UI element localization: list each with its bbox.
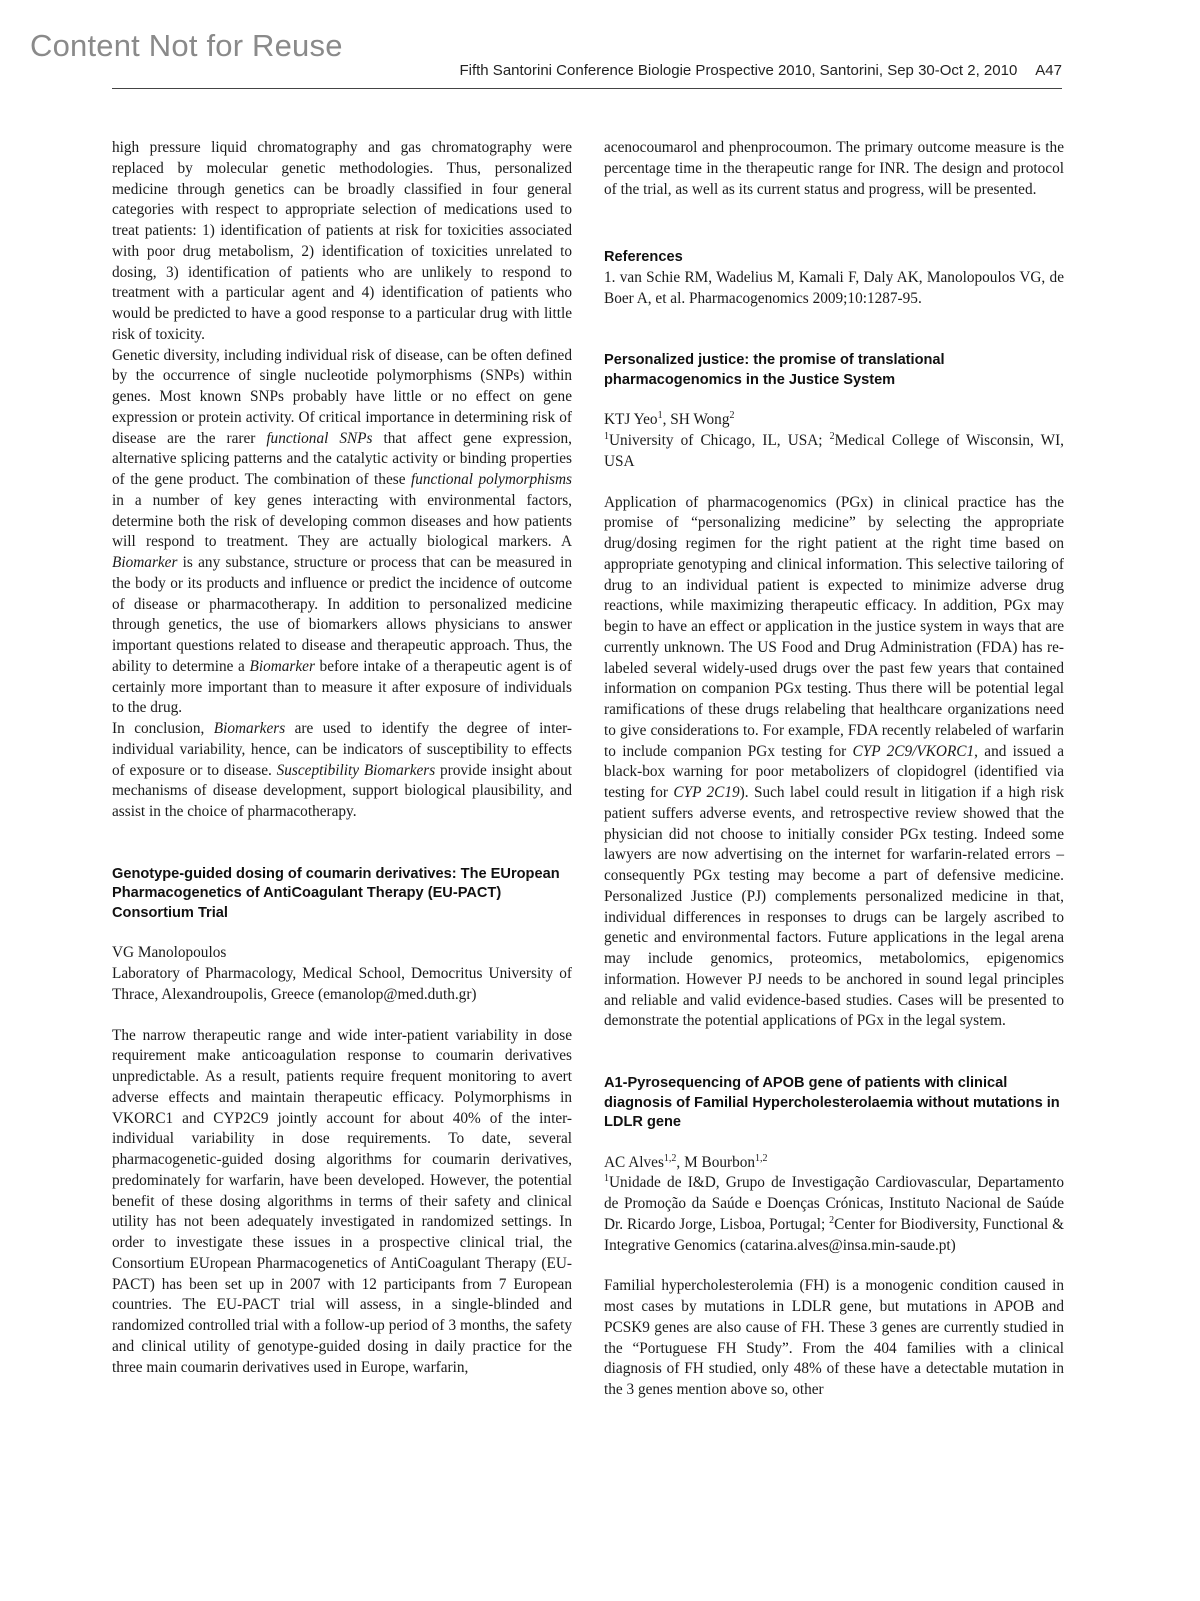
affiliation-text: University of Chicago, IL, USA; <box>609 432 830 449</box>
spacer <box>604 390 1064 410</box>
affiliation: Laboratory of Pharmacology, Medical School, Democritus University of Thrace, Alexandroupolis, Greece (emanolop@med.duth.gr) <box>112 965 572 1003</box>
italic-term: Biomarker <box>249 657 315 675</box>
spacer <box>604 309 1064 351</box>
running-title: Fifth Santorini Conference Biologie Prospective 2010, Santorini, Sep 30-Oct 2, 2010 <box>459 62 1018 79</box>
watermark: Content Not for Reuse <box>30 28 343 63</box>
paragraph: acenocoumarol and phenprocoumon. The primary outcome measure is the percentage time in the therapeutic range for INR. The design and protocol of the trial, as well as its current status and progress, will be presented. <box>604 139 1064 198</box>
spacer <box>604 1133 1064 1153</box>
spacer <box>604 473 1064 493</box>
text-run: In conclusion, <box>112 720 214 737</box>
affiliation-marker: 1,2 <box>663 1152 677 1164</box>
author-name: KTJ Yeo <box>604 411 658 429</box>
italic-term: functional polymorphisms <box>410 471 572 488</box>
affiliation <box>604 1173 1064 1256</box>
affiliation-marker: 2 <box>829 1214 835 1226</box>
spacer <box>604 1256 1064 1276</box>
spacer <box>604 200 1064 248</box>
reference-item: 1. van Schie RM, Wadelius M, Kamali F, Daly AK, Manolopoulos VG, de Boer A, et al. Pharmacogenomics 2009;10:1287-95. <box>604 268 1064 307</box>
affiliation-marker: 2 <box>729 410 735 422</box>
abstract-body <box>604 493 1064 1033</box>
spacer <box>604 1032 1064 1074</box>
affiliation-marker: 2 <box>829 430 835 442</box>
spacer <box>112 1006 572 1026</box>
gene-name: CYP 2C19 <box>673 784 740 801</box>
references-heading: References <box>604 249 683 266</box>
abstract-body: The narrow therapeutic range and wide inter-patient variability in dose requirement make anticoagulation response to coumarin derivatives unpredictable. As a result, patients require frequent monitoring to avert adverse effects and maintain therapeutic efficacy. Polymorphisms in VKORC1 and CYP2C9 jointly account for about 40% of the inter-individual variability in dose requirements. To date, several pharmacogenetic-guided dosing algorithms for coumarin derivatives, predominately for warfarin, have been developed. However, the potential benefit of these dosing algorithms in terms of their safety and clinical utility has not been adequately investigated in randomized settings. In order to investigate these issues in a prospective clinical trial, the Consortium EUropean Pharmacogenetics of AntiCoagulant Therapy (EU-PACT) has been set up in 2007 with 12 participants from 7 European countries. The EU-PACT trial will assess, in a single-blinded and randomized controlled trial with a follow-up period of 3 months, the safety and clinical utility of genotype-guided dosing in daily practice for the three main coumarin derivatives used in Europe, warfarin, <box>112 1026 572 1376</box>
spacer <box>112 823 572 865</box>
abstract-title: A1-Pyrosequencing of APOB gene of patients with clinical diagnosis of Familial Hypercholesterolaemia without mutations in LDLR gene <box>604 1075 1060 1130</box>
italic-term: Susceptibility Biomarkers <box>276 761 436 779</box>
affiliation-marker: 1 <box>604 1173 609 1185</box>
affiliation-text: Medical College of Wisconsin, WI, USA <box>604 432 1064 470</box>
abstract-body: Familial hypercholesterolemia (FH) is a monogenic condition caused in most cases by mutations in LDLR gene, but mutations in APOB and PCSK9 genes are also cause of FH. These 3 genes are currently studied in the “Portuguese FH Study”. From the 404 families with a clinical diagnosis of FH studied, only 48% of these have a detectable mutation in the 3 genes mention above so, other <box>604 1277 1064 1398</box>
text-run: is any substance, structure or process that can be measured in the body or its products and influence or predict the incidence of outcome of disease or pharmacotherapy. In addition to personalized medicine through genetics, the use of biomarkers allows physicians to answer important questions related to disease and therapeutic approach. Thus, the ability to determine a <box>112 554 572 675</box>
spacer <box>112 923 572 943</box>
text-run: in a number of key genes interacting with environmental factors, determine both the risk of developing common diseases and how patients will respond to treatment. They are actually biological markers. A <box>112 491 572 551</box>
italic-term: Biomarker <box>112 554 178 571</box>
author-name: AC Alves <box>604 1153 664 1171</box>
text-run: ). Such label could result in litigation if a high risk patient suffers adverse events, and retrospective review showed that the physician did not choose to initially consider PGx testing. Indeed some lawyers are now advertising on the internet for warfarin-related errors – consequently PGx testing may become a part of defensive medicine. Personalized Justice (PJ) complements personalized medicine in that, individual differences in responses to drugs can be largely ascribed to genetic and environmental factors. Future applications in the legal arena may include genomics, proteomics, metabolomics, epigenomics information. However PJ needs to be anchored in sound legal principles and reliable and valid evidence-based studies. Cases will be presented to demonstrate the potential applications of PGx in the legal system. <box>604 784 1064 1030</box>
affiliation-marker: 1,2 <box>755 1152 768 1164</box>
italic-term: functional SNPs <box>266 429 373 447</box>
affiliation-marker: 1 <box>604 430 609 442</box>
affiliation-text: Center for Biodiversity, Functional & Integrative Genomics (catarina.alves@insa.min-saude.pt) <box>604 1215 1065 1254</box>
author-name: , M Bourbon <box>676 1153 756 1171</box>
author-line <box>604 1153 1064 1174</box>
affiliation-marker: 1 <box>657 410 663 422</box>
author-line <box>604 410 1064 431</box>
page-number: A47 <box>1035 62 1062 79</box>
text-run: provide insight about mechanisms of disease development, support biological plausibility, and assist in the choice of pharmacotherapy. <box>112 761 572 820</box>
running-header <box>112 62 1062 79</box>
text-run: Genetic diversity, including individual risk of disease, can be often defined by the occurrence of single nucleotide polymorphisms (SNPs) within genes. Most known SNPs probably have little or no effect on gene expression or protein activity. Of critical importance in determining risk of disease are the rarer <box>112 346 572 447</box>
paragraph <box>112 346 572 720</box>
left-column <box>112 138 572 1378</box>
paragraph <box>112 719 572 823</box>
text-run: are used to identify the degree of inter-individual variability, hence, can be indicators of susceptibility to effects of exposure or to disease. <box>112 720 572 779</box>
abstract-title: Genotype-guided dosing of coumarin derivatives: The EUropean Pharmacogenetics of AntiCoagulant Therapy (EU-PACT) Consortium Trial <box>112 865 560 921</box>
text-run: Application of pharmacogenomics (PGx) in clinical practice has the promise of “personalizing medicine” by selecting the appropriate drug/dosing regimen for the right patient at the right time based on appropriate genotyping and clinical information. This selective tailoring of drug to an individual patient is expected to minimize adverse drug reactions, while maximizing therapeutic efficacy. In addition, PGx may begin to have an effect or application in the justice system in ways that are currently unknown. The US Food and Drug Administration (FDA) has re-labeled several widely-used drugs over the past few years that contained information on companion PGx testing. Thus there will be potential legal ramifications of these drugs relabeling that healthcare organizations need to give considerations to. For example, FDA recently relabeled of warfarin to include companion PGx testing for <box>604 493 1064 760</box>
text-run: , and issued a black-box warning for poor metabolizers of clopidogrel (identified via testing for <box>604 742 1064 801</box>
abstract-title: Personalized justice: the promise of translational pharmacogenomics in the Justice System <box>604 352 945 388</box>
affiliation-text: Unidade de I&D, Grupo de Investigação Cardiovascular, Departamento de Promoção da Saúde e Doenças Crónicas, Instituto Nacional de Saúde Dr. Ricardo Jorge, Lisboa, Portugal; <box>604 1174 1064 1233</box>
author-name: , SH Wong <box>662 411 730 429</box>
italic-term: Biomarkers <box>213 720 286 737</box>
text-run: that affect gene expression, alternative splicing patterns and the catalytic activity or binding properties of the gene product. The combination of these <box>112 429 572 488</box>
paragraph: high pressure liquid chromatography and gas chromatography were replaced by molecular genetic methodologies. Thus, personalized medicine through genetics can be broadly classified in four general categories with respect to appropriate selection of medications used to treat patients: 1) identification of patients at risk for toxicities associated with poor drug metabolism, 2) identification of toxicities unrelated to dosing, 3) identification of patients who are unlikely to respond to treatment with a particular agent and 4) identification of patients who would be predicted to have a good response to a particular drug with little risk of toxicity. <box>112 139 572 343</box>
author-line: VG Manolopoulos <box>112 944 227 962</box>
text-run: before intake of a therapeutic agent is of certainly more important than to measure it after exposure of individuals to the drug. <box>112 657 572 717</box>
right-column <box>604 138 1064 1401</box>
gene-name: CYP 2C9/VKORC1 <box>852 742 975 760</box>
affiliation <box>604 431 1064 473</box>
header-rule <box>112 88 1062 89</box>
